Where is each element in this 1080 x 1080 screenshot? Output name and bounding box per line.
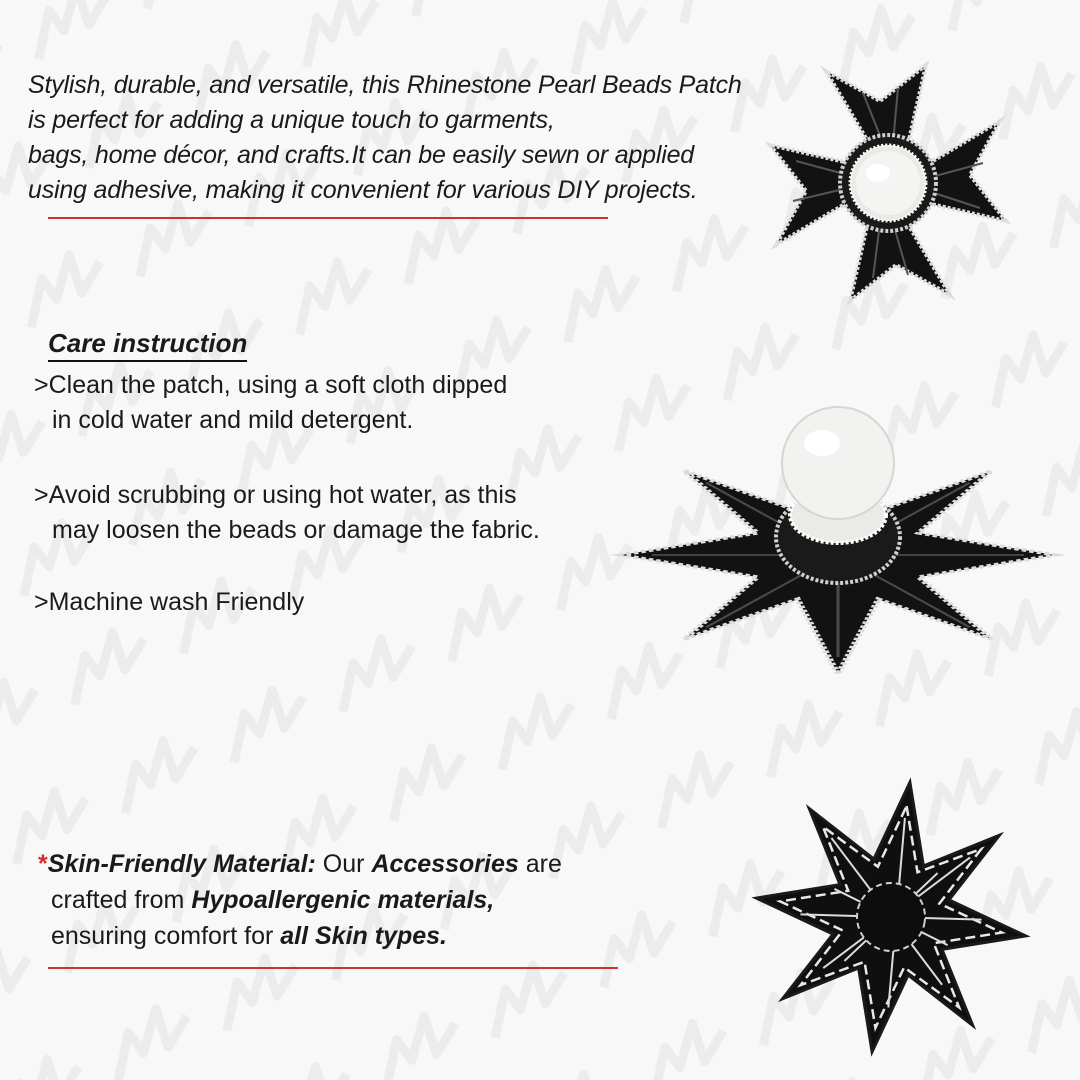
skin-bold-3: all Skin types. [280, 922, 448, 950]
care-item-2-line-1: >Avoid scrubbing or using hot water, as this [34, 481, 517, 509]
care-item-3-line-1: >Machine wash Friendly [34, 588, 305, 616]
description-line-2: is perfect for adding a unique touch to garments, [28, 106, 555, 134]
skin-line-3 [38, 918, 562, 954]
skin-friendly-note [38, 846, 562, 954]
product-description [28, 68, 758, 208]
skin-text-3: ensuring comfort for [51, 922, 281, 950]
description-divider [48, 217, 608, 219]
skin-text-1: Our [315, 850, 372, 878]
care-item-1 [34, 368, 507, 438]
care-item-2 [34, 478, 540, 548]
skin-bold-2: Hypoallergenic materials, [191, 886, 495, 914]
skin-divider [48, 967, 618, 969]
care-item-2-line-2: may loosen the beads or damage the fabric. [52, 516, 540, 544]
description-line-4: using adhesive, making it convenient for various DIY projects. [28, 176, 698, 204]
care-instruction-heading: Care instruction [48, 327, 247, 362]
care-item-1-line-2: in cold water and mild detergent. [52, 406, 414, 434]
skin-line-1 [38, 846, 562, 882]
description-line-1: Stylish, durable, and versatile, this Rhinestone Pearl Beads Patch [28, 71, 742, 99]
care-item-1-line-1: >Clean the patch, using a soft cloth dipped [34, 371, 508, 399]
skin-text-2: crafted from [51, 886, 192, 914]
skin-bold-1: Accessories [371, 850, 519, 878]
asterisk: * [38, 850, 48, 878]
description-line-3: bags, home décor, and crafts.It can be easily sewn or applied [28, 141, 694, 169]
care-item-3 [34, 585, 304, 620]
patch-top-image [748, 42, 1028, 324]
skin-text-1-end: are [518, 850, 562, 878]
patch-middle-image [604, 385, 1072, 695]
skin-line-2 [38, 882, 562, 918]
skin-heading: Skin-Friendly Material: [47, 850, 316, 878]
patch-bottom-image [746, 776, 1036, 1058]
